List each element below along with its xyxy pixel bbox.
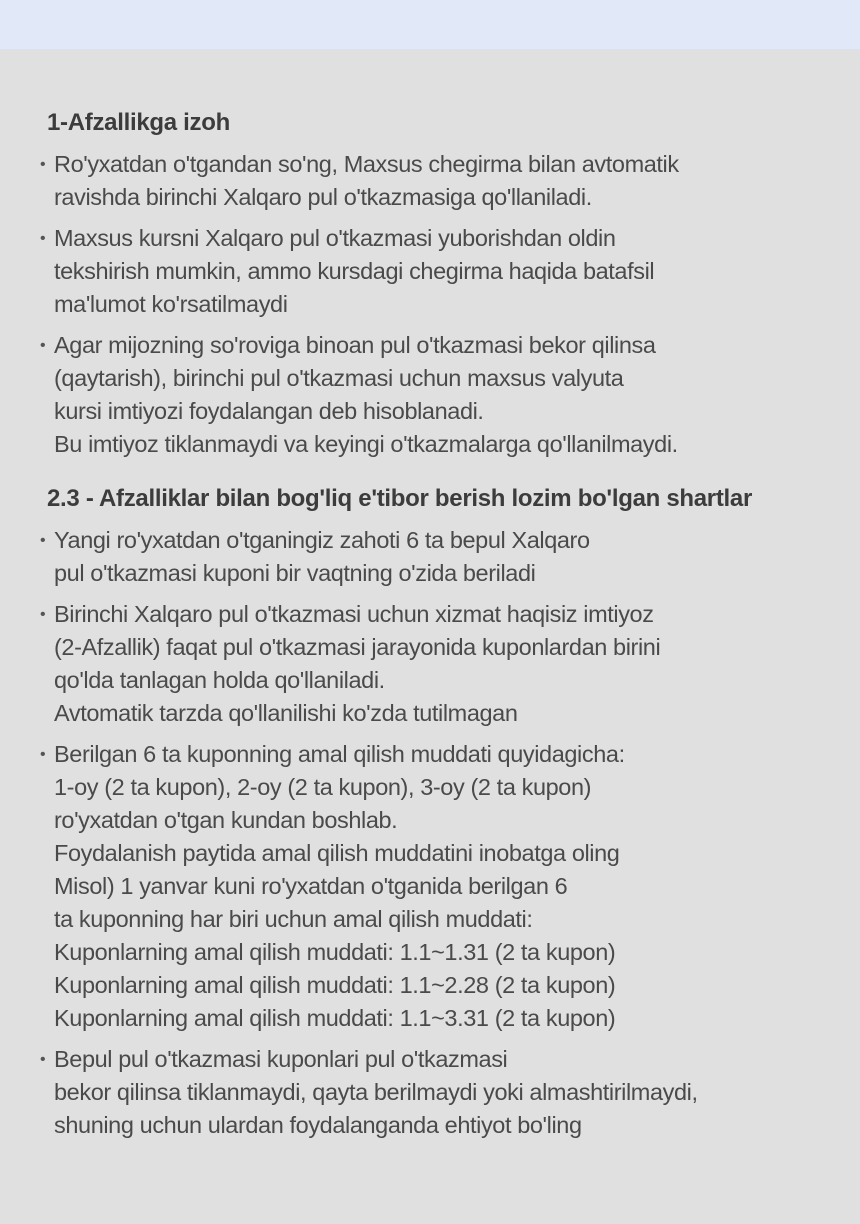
- bullet-text-line: ta kuponning har biri uchun amal qilish muddati:: [54, 906, 533, 932]
- bullet-dot-icon: •: [40, 337, 46, 354]
- bullet-text-line: Bepul pul o'tkazmasi kuponlari pul o'tkazmasi: [54, 1046, 508, 1072]
- bullet-text-line: kursi imtiyozi foydalangan deb hisoblanadi.: [54, 398, 484, 424]
- bullet-text-line: 1-oy (2 ta kupon), 2-oy (2 ta kupon), 3-oy (2 ta kupon): [54, 774, 592, 800]
- bullet-text-line: Misol) 1 yanvar kuni ro'yxatdan o'tganida berilgan 6: [54, 873, 568, 899]
- bullet-text: [54, 1043, 820, 1142]
- bullet-text-line: Maxsus kursni Xalqaro pul o'tkazmasi yuborishdan oldin: [54, 225, 616, 251]
- bullet-text: [54, 222, 820, 321]
- bullet-text-line: Birinchi Xalqaro pul o'tkazmasi uchun xizmat haqisiz imtiyoz: [54, 601, 654, 627]
- bullet-item: [40, 329, 820, 461]
- bullet-item: [40, 738, 820, 1035]
- bullet-text: [54, 738, 820, 1035]
- bullet-text-line: qo'lda tanlagan holda qo'llaniladi.: [54, 667, 385, 693]
- bullet-dot-icon: •: [40, 746, 46, 763]
- bullet-text-line: pul o'tkazmasi kuponi bir vaqtning o'zida beriladi: [54, 560, 536, 586]
- bullet-dot-icon: •: [40, 156, 46, 173]
- bullet-text-line: Kuponlarning amal qilish muddati: 1.1~2.28 (2 ta kupon): [54, 972, 616, 998]
- bullet-dot-icon: •: [40, 230, 46, 247]
- bullet-text-line: (qaytarish), birinchi pul o'tkazmasi uchun maxsus valyuta: [54, 365, 624, 391]
- bullet-text: [54, 598, 820, 730]
- bullet-text-line: Berilgan 6 ta kuponning amal qilish muddati quyidagicha:: [54, 741, 625, 767]
- terms-content: [0, 49, 860, 1142]
- bullet-text-line: ro'yxatdan o'tgan kundan boshlab.: [54, 807, 398, 833]
- bullet-item: [40, 148, 820, 214]
- bullet-text-line: Ro'yxatdan o'tgandan so'ng, Maxsus chegirma bilan avtomatik: [54, 151, 679, 177]
- bullet-text-line: tekshirish mumkin, ammo kursdagi chegirma haqida batafsil: [54, 258, 655, 284]
- bullet-dot-icon: •: [40, 1051, 46, 1068]
- bullet-item: [40, 1043, 820, 1142]
- terms-section: [40, 107, 820, 461]
- bullet-list: [40, 524, 820, 1142]
- bullet-text: [54, 524, 820, 590]
- section-title: 1-Afzallikga izoh: [47, 109, 230, 136]
- bullet-text-line: Kuponlarning amal qilish muddati: 1.1~3.31 (2 ta kupon): [54, 1005, 616, 1031]
- section-title: 2.3 - Afzalliklar bilan bog'liq e'tibor berish lozim bo'lgan shartlar: [47, 485, 752, 512]
- terms-section: [40, 483, 820, 1142]
- bullet-dot-icon: •: [40, 532, 46, 549]
- bullet-text-line: Avtomatik tarzda qo'llanilishi ko'zda tutilmagan: [54, 700, 518, 726]
- bullet-text: [54, 329, 820, 461]
- bullet-dot-icon: •: [40, 606, 46, 623]
- bullet-text-line: Bu imtiyoz tiklanmaydi va keyingi o'tkazmalarga qo'llanilmaydi.: [54, 431, 678, 457]
- bullet-text-line: Yangi ro'yxatdan o'tganingiz zahoti 6 ta bepul Xalqaro: [54, 527, 590, 553]
- bullet-item: [40, 524, 820, 590]
- bullet-text-line: ravishda birinchi Xalqaro pul o'tkazmasiga qo'llaniladi.: [54, 184, 592, 210]
- bullet-text-line: shuning uchun ulardan foydalanganda ehtiyot bo'ling: [54, 1112, 582, 1138]
- bullet-item: [40, 222, 820, 321]
- top-header-band: [0, 0, 860, 49]
- bullet-item: [40, 598, 820, 730]
- bullet-text-line: Kuponlarning amal qilish muddati: 1.1~1.31 (2 ta kupon): [54, 939, 616, 965]
- bullet-text-line: (2-Afzallik) faqat pul o'tkazmasi jarayonida kuponlardan birini: [54, 634, 661, 660]
- bullet-text-line: bekor qilinsa tiklanmaydi, qayta berilmaydi yoki almashtirilmaydi,: [54, 1079, 698, 1105]
- bullet-list: [40, 148, 820, 461]
- bullet-text-line: Foydalanish paytida amal qilish muddatini inobatga oling: [54, 840, 620, 866]
- bullet-text-line: ma'lumot ko'rsatilmaydi: [54, 291, 288, 317]
- bullet-text-line: Agar mijozning so'roviga binoan pul o'tkazmasi bekor qilinsa: [54, 332, 656, 358]
- bullet-text: [54, 148, 820, 214]
